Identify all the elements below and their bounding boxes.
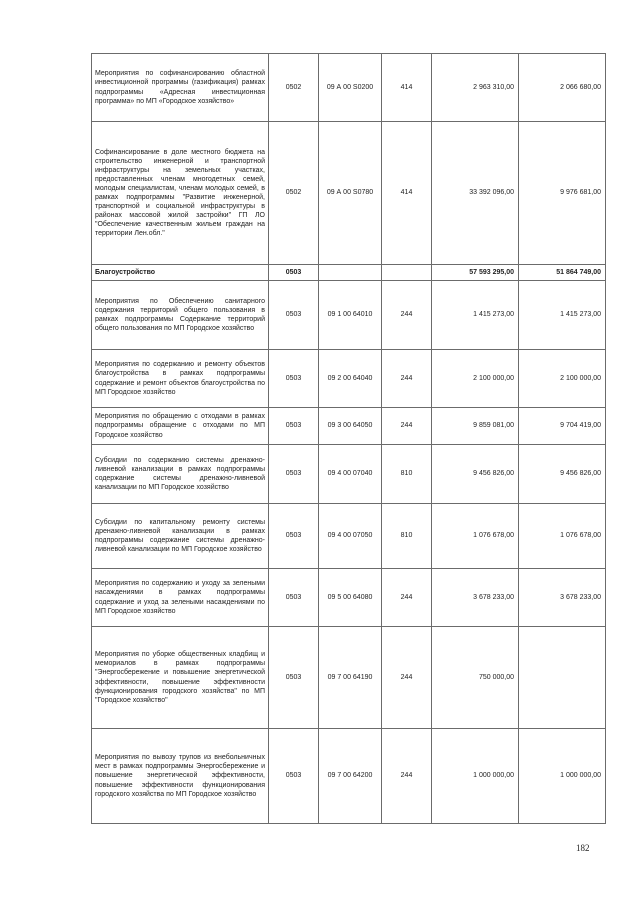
table-row (92, 445, 606, 504)
row-amount-1: 9 859 081,00 (432, 408, 519, 445)
row-amount-1: 1 076 678,00 (432, 504, 519, 569)
row-expense-type: 810 (382, 504, 432, 569)
row-amount-2: 2 100 000,00 (519, 350, 606, 408)
section-row (92, 265, 606, 281)
row-description: Мероприятия по содержанию и ремонту объектов благоустройства в рамках подпрограммы содержание и ремонт объектов благоустройства по МП Городское хозяйство (92, 350, 269, 408)
row-target-article: 09 2 00 64040 (319, 350, 382, 408)
table-row (92, 122, 606, 265)
row-amount-2: 9 704 419,00 (519, 408, 606, 445)
table-row (92, 627, 606, 729)
row-amount-1: 750 000,00 (432, 627, 519, 729)
row-target-article: 09 7 00 64200 (319, 729, 382, 824)
row-amount-1: 9 456 826,00 (432, 445, 519, 504)
row-amount-2: 3 678 233,00 (519, 569, 606, 627)
table-row (92, 504, 606, 569)
row-amount-2: 9 456 826,00 (519, 445, 606, 504)
row-description: Мероприятия по содержанию и уходу за зелеными насаждениями в рамках подпрограммы содержание и уход за зелеными насаждениями по МП Городское хозяйство (92, 569, 269, 627)
budget-table (91, 53, 606, 824)
row-description: Мероприятия по уборке общественных кладбищ и мемориалов в рамках подпрограммы "Энергосбережение и повышение энергетической эффективности, повышение эффективности функционирования городского хозяйства" по МП "Городское хозяйство" (92, 627, 269, 729)
row-target-article: 09 4 00 07040 (319, 445, 382, 504)
row-section-code: 0503 (269, 445, 319, 504)
row-amount-2: 9 976 681,00 (519, 122, 606, 265)
row-target-article: 09 А 00 S0780 (319, 122, 382, 265)
row-amount-1: 1 415 273,00 (432, 281, 519, 350)
table-row (92, 569, 606, 627)
table-row (92, 729, 606, 824)
row-description: Субсидии по содержанию системы дренажно-ливневой канализации в рамках подпрограммы содержание системы дренажно-ливневой канализации по МП Городское хозяйство (92, 445, 269, 504)
row-amount-1: 2 963 310,00 (432, 54, 519, 122)
row-expense-type (382, 265, 432, 281)
row-amount-1: 3 678 233,00 (432, 569, 519, 627)
row-amount-2: 51 864 749,00 (519, 265, 606, 281)
row-expense-type: 244 (382, 350, 432, 408)
row-description: Мероприятия по Обеспечению санитарного содержания территорий общего пользования в рамках подпрограммы Содержание территорий общего пользования по МП Городское хозяйство (92, 281, 269, 350)
row-target-article: 09 5 00 64080 (319, 569, 382, 627)
row-section-code: 0503 (269, 504, 319, 569)
row-section-code: 0503 (269, 281, 319, 350)
row-amount-1: 33 392 096,00 (432, 122, 519, 265)
row-target-article: 09 А 00 S0200 (319, 54, 382, 122)
table-row (92, 281, 606, 350)
row-target-article: 09 7 00 64190 (319, 627, 382, 729)
row-expense-type: 244 (382, 281, 432, 350)
page-number: 182 (576, 843, 590, 853)
row-amount-1: 2 100 000,00 (432, 350, 519, 408)
row-description: Мероприятия по вывозу трупов из внебольничных мест в рамках подпрограммы Энергосбережение и повышение энергетической эффективности, повышение эффективности функционирования городского хозяйства по МП Городское хозяйство (92, 729, 269, 824)
row-description: Софинансирование в доле местного бюджета на строительство инженерной и транспортной инфраструктуры на земельных участках, предоставленных членам многодетных семей, молодым специалистам, членам молодых семей, в рамках подпрограммы "Развитие инженерной, транспортной и социальной инфраструктуры в районах массовой жилой застройки" ГП ЛО "Обеспечение качественным жильем граждан на территории Лен.обл." (92, 122, 269, 265)
row-target-article: 09 1 00 64010 (319, 281, 382, 350)
row-target-article: 09 4 00 07050 (319, 504, 382, 569)
row-amount-2 (519, 627, 606, 729)
row-amount-1: 1 000 000,00 (432, 729, 519, 824)
row-description: Мероприятия по обращению с отходами в рамках подпрограммы обращение с отходами по МП Городское хозяйство (92, 408, 269, 445)
table-row (92, 408, 606, 445)
row-section-code: 0503 (269, 729, 319, 824)
row-amount-2: 1 076 678,00 (519, 504, 606, 569)
row-expense-type: 244 (382, 729, 432, 824)
table-row (92, 350, 606, 408)
row-expense-type: 244 (382, 627, 432, 729)
row-expense-type: 414 (382, 122, 432, 265)
section-title: Благоустройство (92, 265, 269, 281)
row-section-code: 0503 (269, 265, 319, 281)
row-amount-2: 2 066 680,00 (519, 54, 606, 122)
row-section-code: 0503 (269, 408, 319, 445)
row-amount-2: 1 415 273,00 (519, 281, 606, 350)
row-amount-1: 57 593 295,00 (432, 265, 519, 281)
row-target-article (319, 265, 382, 281)
row-description: Мероприятия по софинансированию областной инвестиционной программы (газификация) рамках подпрограммы «Адресная инвестиционная программа» по МП «Городское хозяйство» (92, 54, 269, 122)
row-expense-type: 244 (382, 408, 432, 445)
row-section-code: 0502 (269, 54, 319, 122)
row-description: Субсидии по капитальному ремонту системы дренажно-ливневой канализации в рамках подпрограммы содержание системы дренажно-ливневой канализации по МП Городское хозяйство (92, 504, 269, 569)
row-expense-type: 810 (382, 445, 432, 504)
table-row (92, 54, 606, 122)
row-section-code: 0503 (269, 350, 319, 408)
row-target-article: 09 3 00 64050 (319, 408, 382, 445)
row-section-code: 0502 (269, 122, 319, 265)
row-expense-type: 244 (382, 569, 432, 627)
row-expense-type: 414 (382, 54, 432, 122)
row-amount-2: 1 000 000,00 (519, 729, 606, 824)
row-section-code: 0503 (269, 569, 319, 627)
row-section-code: 0503 (269, 627, 319, 729)
